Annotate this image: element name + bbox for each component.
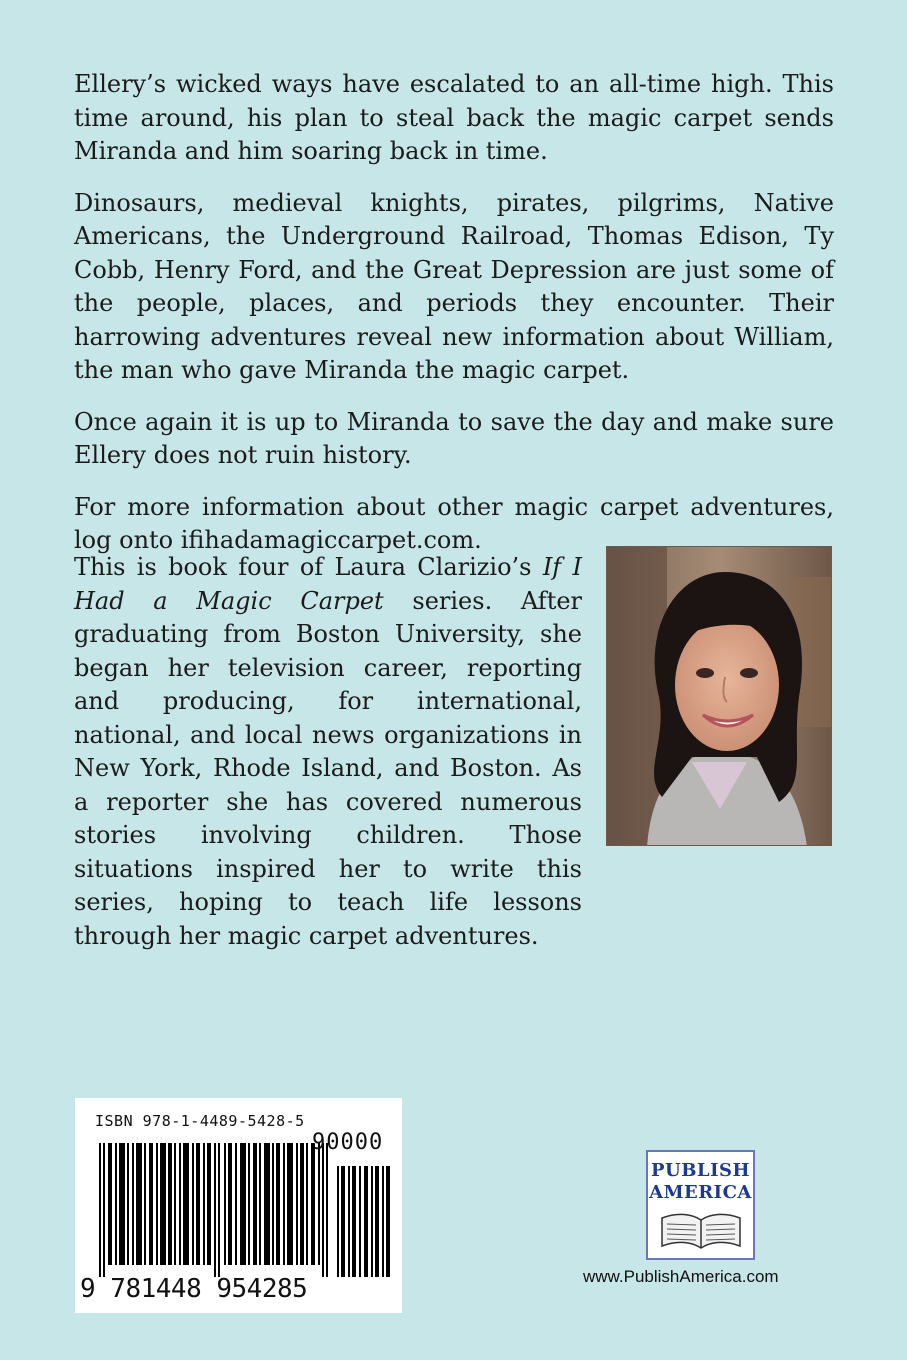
isbn-barcode	[75, 1098, 402, 1313]
barcode-digits: 9 781448 954285	[80, 1274, 308, 1304]
logo-line-2: AMERICA	[649, 1182, 752, 1203]
price-code: 90000	[312, 1130, 384, 1155]
series-title: If I Had a Magic Carpet	[74, 553, 582, 615]
publisher-website: www.PublishAmerica.com	[583, 1267, 779, 1286]
author-bio	[74, 551, 582, 953]
blurb-paragraph-3: Once again it is up to Miranda to save the day and make sure Ellery does not ruin history.	[74, 407, 834, 469]
publisher-logo	[646, 1150, 755, 1260]
bio-text-before: This is book four of Laura Clarizio’s	[74, 553, 543, 581]
open-book-icon	[658, 1208, 744, 1252]
blurb-paragraph-4: For more information about other magic carpet adventures, log onto ifihadamagiccarpet.com.	[74, 492, 834, 554]
author-portrait-image	[607, 547, 832, 846]
back-cover-blurb	[74, 68, 834, 576]
blurb-paragraph-1: Ellery’s wicked ways have escalated to an all-time high. This time around, his plan to steal back the magic carpet sends Miranda and him soaring back in time.	[74, 70, 834, 165]
author-bio-paragraph	[74, 551, 582, 953]
author-photo	[606, 546, 832, 846]
bio-text-after: series. After graduating from Boston University, she began her television career, reporting and producing, for international, national, and local news organizations in New York, Rhode Island, and Boston. As a reporter she has covered numerous stories involving children. Those situations inspired her to write this series, hoping to teach life lessons through her magic carpet adventures.	[74, 586, 583, 950]
blurb-paragraph-2: Dinosaurs, medieval knights, pirates, pilgrims, Native Americans, the Underground Railroad, Thomas Edison, Ty Cobb, Henry Ford, and the Great Depression are just some of the people, places, and periods they encounter. Their harrowing adventures reveal new information about William, the man who gave Miranda the magic carpet.	[74, 188, 834, 384]
isbn-number: ISBN 978-1-4489-5428-5	[95, 1112, 305, 1130]
logo-line-1: PUBLISH	[650, 1160, 751, 1181]
